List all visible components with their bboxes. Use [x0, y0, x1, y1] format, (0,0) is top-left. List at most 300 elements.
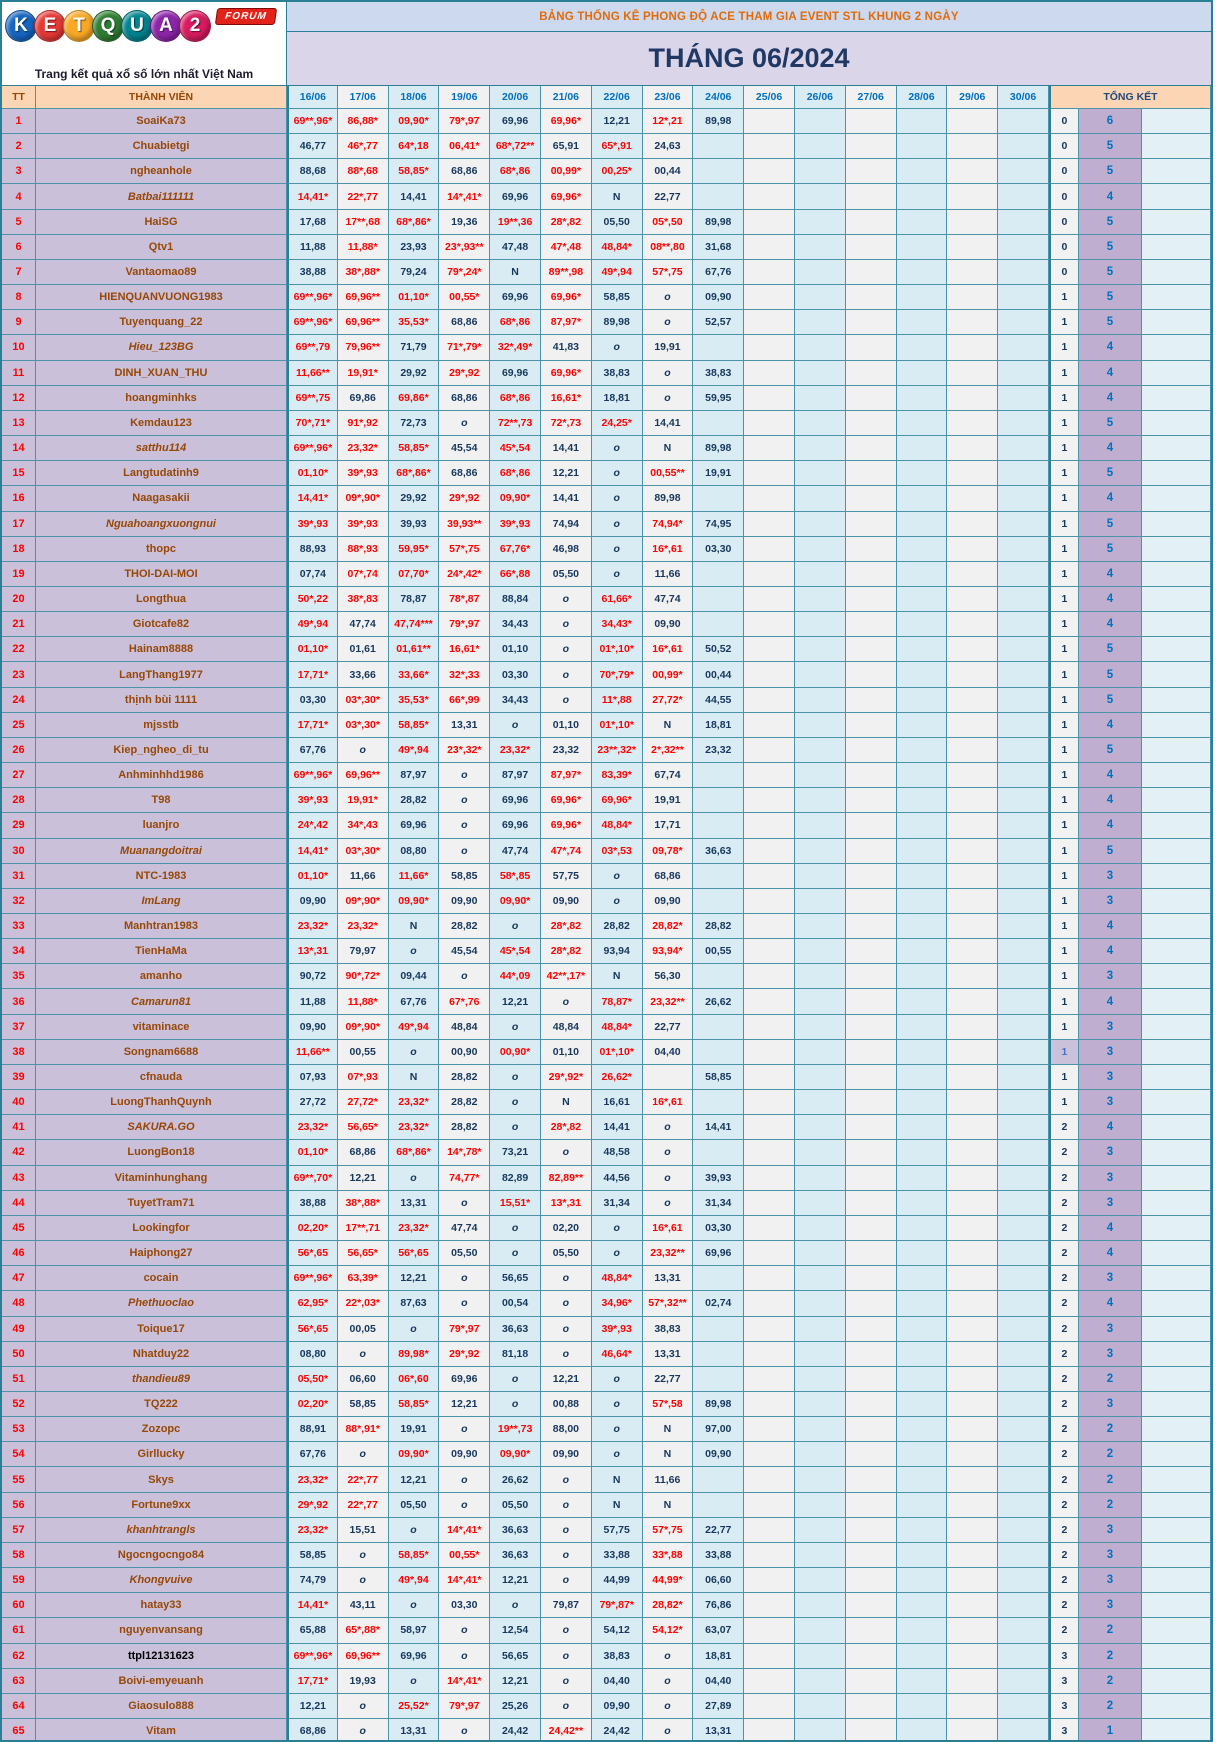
date-cell [846, 159, 897, 184]
date-cell: o [490, 1015, 541, 1040]
date-cell [846, 109, 897, 134]
total-score: 3 [1079, 1392, 1142, 1417]
date-cell [795, 562, 846, 587]
row-number: 51 [2, 1367, 36, 1392]
date-cell [795, 1568, 846, 1593]
date-cell: 24*,42 [287, 813, 338, 838]
date-cell: 69**,96* [287, 763, 338, 788]
date-cell: 58,85 [592, 285, 643, 310]
streak-count: 3 [1049, 1669, 1079, 1694]
date-cell: 79*,97 [439, 612, 490, 637]
date-cell: o [541, 1291, 592, 1316]
date-cell [744, 260, 795, 285]
date-cell [846, 1140, 897, 1165]
spacer-cell [1142, 1291, 1211, 1316]
date-cell: 03*,30* [338, 688, 389, 713]
streak-count: 2 [1049, 1291, 1079, 1316]
date-cell [744, 939, 795, 964]
date-cell: 47,74 [643, 587, 694, 612]
spacer-cell [1142, 587, 1211, 612]
member-name: ImLang [36, 889, 287, 914]
total-score: 4 [1079, 562, 1142, 587]
spacer-cell [1142, 310, 1211, 335]
date-cell [795, 612, 846, 637]
date-cell [897, 461, 948, 486]
date-cell: 14,41 [643, 411, 694, 436]
date-cell: 44*,09 [490, 964, 541, 989]
date-cell [947, 335, 998, 360]
date-cell: 14,41 [592, 1115, 643, 1140]
spacer-cell [1142, 361, 1211, 386]
date-cell: o [541, 989, 592, 1014]
date-cell [947, 486, 998, 511]
streak-count: 1 [1049, 713, 1079, 738]
streak-count: 3 [1049, 1644, 1079, 1669]
member-name: Nhatduy22 [36, 1342, 287, 1367]
date-cell: 32*,49* [490, 335, 541, 360]
date-cell [897, 1266, 948, 1291]
date-cell [795, 1065, 846, 1090]
date-cell: 69,96 [490, 361, 541, 386]
date-cell: 09,78* [643, 839, 694, 864]
date-cell [947, 184, 998, 209]
date-cell: 00,55** [643, 461, 694, 486]
date-cell [744, 134, 795, 159]
date-cell: 03*,30* [338, 839, 389, 864]
member-name: mjsstb [36, 713, 287, 738]
date-cell [947, 1694, 998, 1719]
date-cell: 69,96 [439, 1367, 490, 1392]
date-cell: 89,98 [643, 486, 694, 511]
member-name: Kiep_ngheo_di_tu [36, 738, 287, 763]
date-cell: 00,90* [490, 1040, 541, 1065]
date-cell [846, 637, 897, 662]
member-name: HIENQUANVUONG1983 [36, 285, 287, 310]
date-cell [693, 1493, 744, 1518]
date-cell: 43,11 [338, 1593, 389, 1618]
date-cell [846, 1392, 897, 1417]
member-name: amanho [36, 964, 287, 989]
date-cell [795, 1115, 846, 1140]
date-cell: o [389, 1669, 440, 1694]
date-cell: 67,74 [643, 763, 694, 788]
total-score: 3 [1079, 964, 1142, 989]
date-cell [998, 235, 1049, 260]
date-cell [846, 1342, 897, 1367]
date-cell: 09,90* [490, 889, 541, 914]
date-cell: o [439, 411, 490, 436]
date-cell: 47,74*** [389, 612, 440, 637]
member-name: THOI-DAI-MOI [36, 562, 287, 587]
row-number: 58 [2, 1543, 36, 1568]
spacer-cell [1142, 1140, 1211, 1165]
date-cell: 23,32** [643, 1241, 694, 1266]
date-cell [795, 738, 846, 763]
date-cell: 14,41 [541, 436, 592, 461]
date-cell: 79,24 [389, 260, 440, 285]
date-cell: 38,88 [287, 1191, 338, 1216]
total-score: 5 [1079, 235, 1142, 260]
date-cell [795, 889, 846, 914]
date-cell: o [592, 889, 643, 914]
date-cell: 58,97 [389, 1618, 440, 1643]
date-cell [795, 688, 846, 713]
date-cell: 48,84* [592, 813, 643, 838]
date-cell: o [389, 1040, 440, 1065]
member-name: Hieu_123BG [36, 335, 287, 360]
date-cell [897, 537, 948, 562]
date-cell: 46,98 [541, 537, 592, 562]
streak-count: 1 [1049, 788, 1079, 813]
date-cell: 28,82 [389, 788, 440, 813]
date-cell: 91*,92 [338, 411, 389, 436]
date-cell: 49*,94 [592, 260, 643, 285]
date-cell [897, 260, 948, 285]
date-cell [947, 1644, 998, 1669]
date-cell: o [439, 1467, 490, 1492]
date-cell: 50*,22 [287, 587, 338, 612]
date-cell: 27,72* [338, 1090, 389, 1115]
date-cell: 38,83 [592, 1644, 643, 1669]
page-header [2, 2, 1211, 86]
date-cell: 23,32* [389, 1216, 440, 1241]
member-name: Vitam [36, 1719, 287, 1742]
date-cell [998, 1015, 1049, 1040]
total-score: 4 [1079, 486, 1142, 511]
date-cell: 67,76* [490, 537, 541, 562]
date-cell [693, 562, 744, 587]
date-cell [897, 713, 948, 738]
date-cell: 09,90* [490, 486, 541, 511]
member-name: vitaminace [36, 1015, 287, 1040]
date-cell: 42**,17* [541, 964, 592, 989]
date-cell: 38,88 [287, 260, 338, 285]
date-cell [795, 109, 846, 134]
date-cell: N [389, 1065, 440, 1090]
date-cell [998, 285, 1049, 310]
date-cell: o [439, 1618, 490, 1643]
date-cell: 71*,79* [439, 335, 490, 360]
date-cell [846, 1040, 897, 1065]
date-cell: o [643, 1669, 694, 1694]
streak-count: 1 [1049, 637, 1079, 662]
date-cell: 89,98 [693, 436, 744, 461]
date-cell [897, 688, 948, 713]
date-cell [897, 914, 948, 939]
date-cell [846, 939, 897, 964]
date-cell: 93,94 [592, 939, 643, 964]
spacer-cell [1142, 964, 1211, 989]
date-cell [947, 1166, 998, 1191]
date-cell: 00,44 [693, 662, 744, 687]
date-cell [897, 1166, 948, 1191]
date-cell: 07,70* [389, 562, 440, 587]
date-cell: 28,82 [439, 914, 490, 939]
date-cell: 54,12* [643, 1618, 694, 1643]
date-cell [998, 1266, 1049, 1291]
row-number: 53 [2, 1417, 36, 1442]
date-cell [744, 1669, 795, 1694]
date-cell: 69,86* [389, 386, 440, 411]
date-cell: 19,91 [693, 461, 744, 486]
date-cell [795, 1166, 846, 1191]
date-cell: 36,63 [490, 1518, 541, 1543]
date-cell: 69,96** [338, 1644, 389, 1669]
date-cell [744, 184, 795, 209]
date-cell [744, 1694, 795, 1719]
spacer-cell [1142, 386, 1211, 411]
column-header-date: 19/06 [439, 86, 490, 109]
date-cell [744, 210, 795, 235]
date-cell [693, 1317, 744, 1342]
spacer-cell [1142, 1719, 1211, 1742]
date-cell: 13,31 [389, 1191, 440, 1216]
date-cell [897, 788, 948, 813]
date-cell [846, 285, 897, 310]
date-cell [795, 1618, 846, 1643]
date-cell [998, 738, 1049, 763]
date-cell: 24,25* [592, 411, 643, 436]
date-cell [947, 1719, 998, 1742]
total-score: 4 [1079, 612, 1142, 637]
date-cell: 33*,88 [643, 1543, 694, 1568]
date-cell: 22*,77 [338, 1467, 389, 1492]
row-number: 39 [2, 1065, 36, 1090]
total-score: 3 [1079, 1065, 1142, 1090]
date-cell: 23,32* [287, 1115, 338, 1140]
date-cell: o [592, 512, 643, 537]
date-cell: o [643, 1191, 694, 1216]
date-cell [897, 1040, 948, 1065]
date-cell: 61,66* [592, 587, 643, 612]
date-cell: 02,20* [287, 1216, 338, 1241]
date-cell: o [439, 763, 490, 788]
date-cell: N [643, 436, 694, 461]
date-cell: 23*,32* [439, 738, 490, 763]
date-cell: 68*,72** [490, 134, 541, 159]
date-cell [947, 1090, 998, 1115]
date-cell: 56*,65 [389, 1241, 440, 1266]
column-header-date: 29/06 [947, 86, 998, 109]
spacer-cell [1142, 612, 1211, 637]
date-cell: 48,84 [541, 1015, 592, 1040]
date-cell [795, 1493, 846, 1518]
date-cell [897, 184, 948, 209]
row-number: 3 [2, 159, 36, 184]
date-cell [744, 989, 795, 1014]
total-score: 3 [1079, 1543, 1142, 1568]
date-cell: 09,90 [541, 1442, 592, 1467]
spacer-cell [1142, 1015, 1211, 1040]
banner-area [287, 2, 1211, 85]
date-cell [897, 1719, 948, 1742]
date-cell: 36,63 [490, 1317, 541, 1342]
date-cell: o [439, 1719, 490, 1742]
date-cell: 12,21 [287, 1694, 338, 1719]
date-cell [693, 587, 744, 612]
streak-count: 2 [1049, 1367, 1079, 1392]
member-name: LuongThanhQuynh [36, 1090, 287, 1115]
spacer-cell [1142, 1442, 1211, 1467]
streak-count: 1 [1049, 1040, 1079, 1065]
date-cell: 03,30 [693, 1216, 744, 1241]
date-cell: 14*,41* [439, 184, 490, 209]
date-cell: o [490, 1367, 541, 1392]
date-cell [693, 763, 744, 788]
date-cell: 03*,30* [338, 713, 389, 738]
date-cell: o [490, 713, 541, 738]
date-cell [744, 1719, 795, 1742]
member-name: Fortune9xx [36, 1493, 287, 1518]
spacer-cell [1142, 1392, 1211, 1417]
date-cell: N [389, 914, 440, 939]
date-cell: 00,90 [439, 1040, 490, 1065]
row-number: 26 [2, 738, 36, 763]
date-cell: o [541, 662, 592, 687]
date-cell [897, 1015, 948, 1040]
date-cell [998, 763, 1049, 788]
date-cell: o [439, 839, 490, 864]
date-cell: o [541, 1618, 592, 1643]
date-cell: 09,90 [693, 1442, 744, 1467]
date-cell: 49*,94 [389, 738, 440, 763]
date-cell [795, 637, 846, 662]
date-cell: 01,10* [287, 637, 338, 662]
date-cell: o [592, 864, 643, 889]
date-cell: 48,84* [592, 1266, 643, 1291]
date-cell: 44,99 [592, 1568, 643, 1593]
date-cell [947, 1342, 998, 1367]
spacer-cell [1142, 914, 1211, 939]
row-number: 29 [2, 813, 36, 838]
member-name: thandieu89 [36, 1367, 287, 1392]
spacer-cell [1142, 1417, 1211, 1442]
date-cell [998, 939, 1049, 964]
spacer-cell [1142, 1216, 1211, 1241]
spacer-cell [1142, 1342, 1211, 1367]
date-cell: 05,50 [541, 562, 592, 587]
date-cell: 19,91 [643, 335, 694, 360]
date-cell: 09,90 [643, 612, 694, 637]
date-cell [897, 285, 948, 310]
logo-tagline: Trang kết quả xổ số lớn nhất Việt Nam [34, 67, 254, 81]
date-cell [744, 662, 795, 687]
date-cell: 24,42 [592, 1719, 643, 1742]
date-cell [795, 1216, 846, 1241]
date-cell [897, 813, 948, 838]
member-name: Songnam6688 [36, 1040, 287, 1065]
date-cell [795, 813, 846, 838]
date-cell [897, 1694, 948, 1719]
spacer-cell [1142, 1367, 1211, 1392]
date-cell [693, 1367, 744, 1392]
date-cell [897, 210, 948, 235]
date-cell [897, 386, 948, 411]
date-cell: 14*,41* [439, 1669, 490, 1694]
row-number: 2 [2, 134, 36, 159]
spacer-cell [1142, 713, 1211, 738]
date-cell: o [592, 1442, 643, 1467]
date-cell: 02,74 [693, 1291, 744, 1316]
row-number: 19 [2, 562, 36, 587]
date-cell: 19,91* [338, 788, 389, 813]
date-cell: 23,32* [338, 914, 389, 939]
date-cell [897, 411, 948, 436]
date-cell [744, 1618, 795, 1643]
date-cell: 89,98 [693, 1392, 744, 1417]
date-cell: 67,76 [389, 989, 440, 1014]
date-cell [846, 1618, 897, 1643]
date-cell: o [592, 436, 643, 461]
streak-count: 0 [1049, 134, 1079, 159]
date-cell: 39*,93 [338, 512, 389, 537]
date-cell: 04,40 [592, 1669, 643, 1694]
total-score: 5 [1079, 411, 1142, 436]
date-cell: o [541, 1644, 592, 1669]
date-cell [998, 512, 1049, 537]
date-cell: 00,88 [541, 1392, 592, 1417]
date-cell: 12,21 [490, 1568, 541, 1593]
date-cell: 74,79 [287, 1568, 338, 1593]
date-cell: 09,90 [439, 889, 490, 914]
date-cell: 31,34 [592, 1191, 643, 1216]
date-cell [947, 1367, 998, 1392]
date-cell: 00,55 [693, 939, 744, 964]
date-cell: 69,96 [490, 285, 541, 310]
date-cell [947, 1568, 998, 1593]
streak-count: 2 [1049, 1115, 1079, 1140]
date-cell [998, 159, 1049, 184]
date-cell [795, 210, 846, 235]
streak-count: 1 [1049, 361, 1079, 386]
date-cell: o [490, 1392, 541, 1417]
date-cell [846, 813, 897, 838]
row-number: 28 [2, 788, 36, 813]
date-cell: 14,41 [389, 184, 440, 209]
date-cell: 17,71* [287, 1669, 338, 1694]
spacer-cell [1142, 1644, 1211, 1669]
date-cell [795, 1719, 846, 1742]
streak-count: 1 [1049, 662, 1079, 687]
date-cell: o [541, 1694, 592, 1719]
row-number: 42 [2, 1140, 36, 1165]
date-cell [998, 788, 1049, 813]
date-cell: 56,65* [338, 1115, 389, 1140]
date-cell [846, 386, 897, 411]
date-cell: 33,88 [592, 1543, 643, 1568]
date-cell [947, 411, 998, 436]
date-cell: 08**,80 [643, 235, 694, 260]
date-cell [998, 1241, 1049, 1266]
date-cell: 74,77* [439, 1166, 490, 1191]
date-cell [897, 235, 948, 260]
date-cell [744, 1518, 795, 1543]
streak-count: 1 [1049, 964, 1079, 989]
date-cell [998, 864, 1049, 889]
date-cell: 00,55* [439, 1543, 490, 1568]
date-cell [897, 839, 948, 864]
date-cell: 38*,88* [338, 260, 389, 285]
date-cell: o [338, 1442, 389, 1467]
date-cell: 89,98 [693, 210, 744, 235]
date-cell: 88*,91* [338, 1417, 389, 1442]
date-cell: o [592, 1417, 643, 1442]
date-cell [795, 914, 846, 939]
date-cell: 13,31 [389, 1719, 440, 1742]
date-cell [693, 411, 744, 436]
spacer-cell [1142, 1543, 1211, 1568]
total-score: 2 [1079, 1442, 1142, 1467]
